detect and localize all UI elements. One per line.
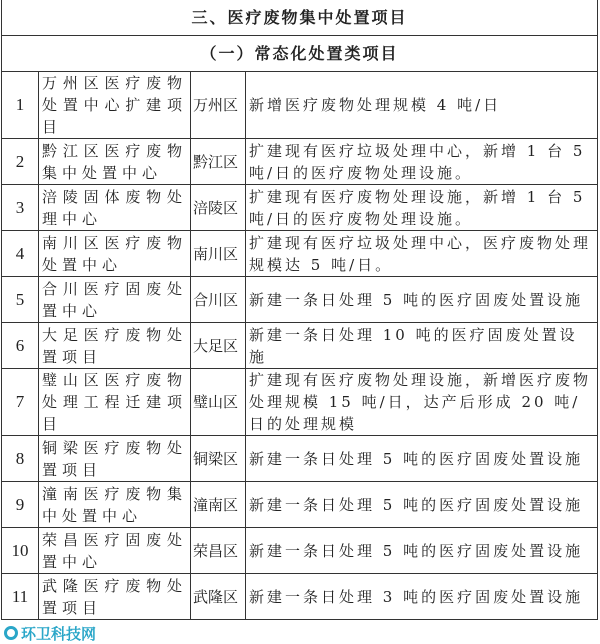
table-row: [2, 528, 598, 574]
project-name: 万州区医疗废物处置中心扩建项目: [39, 72, 191, 139]
description: 扩建现有医疗废物处理设施，新增 1 台 5 吨/日的医疗废物处理设施。: [246, 185, 598, 231]
project-name: 荣昌医疗固废处置中心: [39, 528, 191, 574]
table-row: [2, 72, 598, 139]
project-name: 南川区医疗废物处置中心: [39, 231, 191, 277]
project-name: 铜梁医疗废物处置项目: [39, 436, 191, 482]
row-number: 7: [2, 369, 39, 436]
district: 铜梁区: [191, 436, 246, 482]
row-number: 8: [2, 436, 39, 482]
table-row: [2, 436, 598, 482]
description: 扩建现有医疗垃圾处理中心，医疗废物处理规模达 5 吨/日。: [246, 231, 598, 277]
district: 武隆区: [191, 574, 246, 620]
district: 璧山区: [191, 369, 246, 436]
description: 新建一条日处理 3 吨的医疗固废处置设施: [246, 574, 598, 620]
row-number: 1: [2, 72, 39, 139]
description: 新建一条日处理 5 吨的医疗固废处置设施: [246, 436, 598, 482]
row-number: 3: [2, 185, 39, 231]
description: 新增医疗废物处理规模 4 吨/日: [246, 72, 598, 139]
project-name: 合川医疗固废处置中心: [39, 277, 191, 323]
project-name: 潼南医疗废物集中处置中心: [39, 482, 191, 528]
row-number: 11: [2, 574, 39, 620]
district: 南川区: [191, 231, 246, 277]
description: 新建一条日处理 5 吨的医疗固废处置设施: [246, 528, 598, 574]
district: 黔江区: [191, 139, 246, 185]
table-row: [2, 231, 598, 277]
subsection-title: （一）常态化处置类项目: [2, 36, 598, 72]
table-row: [2, 277, 598, 323]
project-name: 武隆医疗废物处置项目: [39, 574, 191, 620]
table-row: [2, 139, 598, 185]
row-number: 4: [2, 231, 39, 277]
row-number: 9: [2, 482, 39, 528]
projects-table: [1, 0, 598, 620]
section-header-row: [2, 0, 598, 36]
district: 万州区: [191, 72, 246, 139]
project-name: 大足医疗废物处置项目: [39, 323, 191, 369]
row-number: 5: [2, 277, 39, 323]
table-row: [2, 482, 598, 528]
row-number: 10: [2, 528, 39, 574]
description: 新建一条日处理 10 吨的医疗固废处置设施: [246, 323, 598, 369]
row-number: 2: [2, 139, 39, 185]
table-row: [2, 369, 598, 436]
district: 大足区: [191, 323, 246, 369]
table-row: [2, 574, 598, 620]
description: 新建一条日处理 5 吨的医疗固废处置设施: [246, 277, 598, 323]
district: 合川区: [191, 277, 246, 323]
project-name: 涪陵固体废物处理中心: [39, 185, 191, 231]
description: 新建一条日处理 5 吨的医疗固废处置设施: [246, 482, 598, 528]
district: 潼南区: [191, 482, 246, 528]
district: 荣昌区: [191, 528, 246, 574]
project-name: 黔江区医疗废物集中处置中心: [39, 139, 191, 185]
table-row: [2, 323, 598, 369]
district: 涪陵区: [191, 185, 246, 231]
subsection-header-row: [2, 36, 598, 72]
section-title: 三、医疗废物集中处置项目: [2, 0, 598, 36]
table-row: [2, 185, 598, 231]
row-number: 6: [2, 323, 39, 369]
watermark-text: 环卫科技网: [21, 624, 97, 643]
description: 扩建现有医疗废物处理设施，新增医疗废物处理规模 15 吨/日，达产后形成 20 吨/日的处理规模: [246, 369, 598, 436]
project-name: 璧山区医疗废物处理工程迁建项目: [39, 369, 191, 436]
watermark-logo-icon: [4, 626, 18, 640]
description: 扩建现有医疗垃圾处理中心，新增 1 台 5 吨/日的医疗废物处理设施。: [246, 139, 598, 185]
